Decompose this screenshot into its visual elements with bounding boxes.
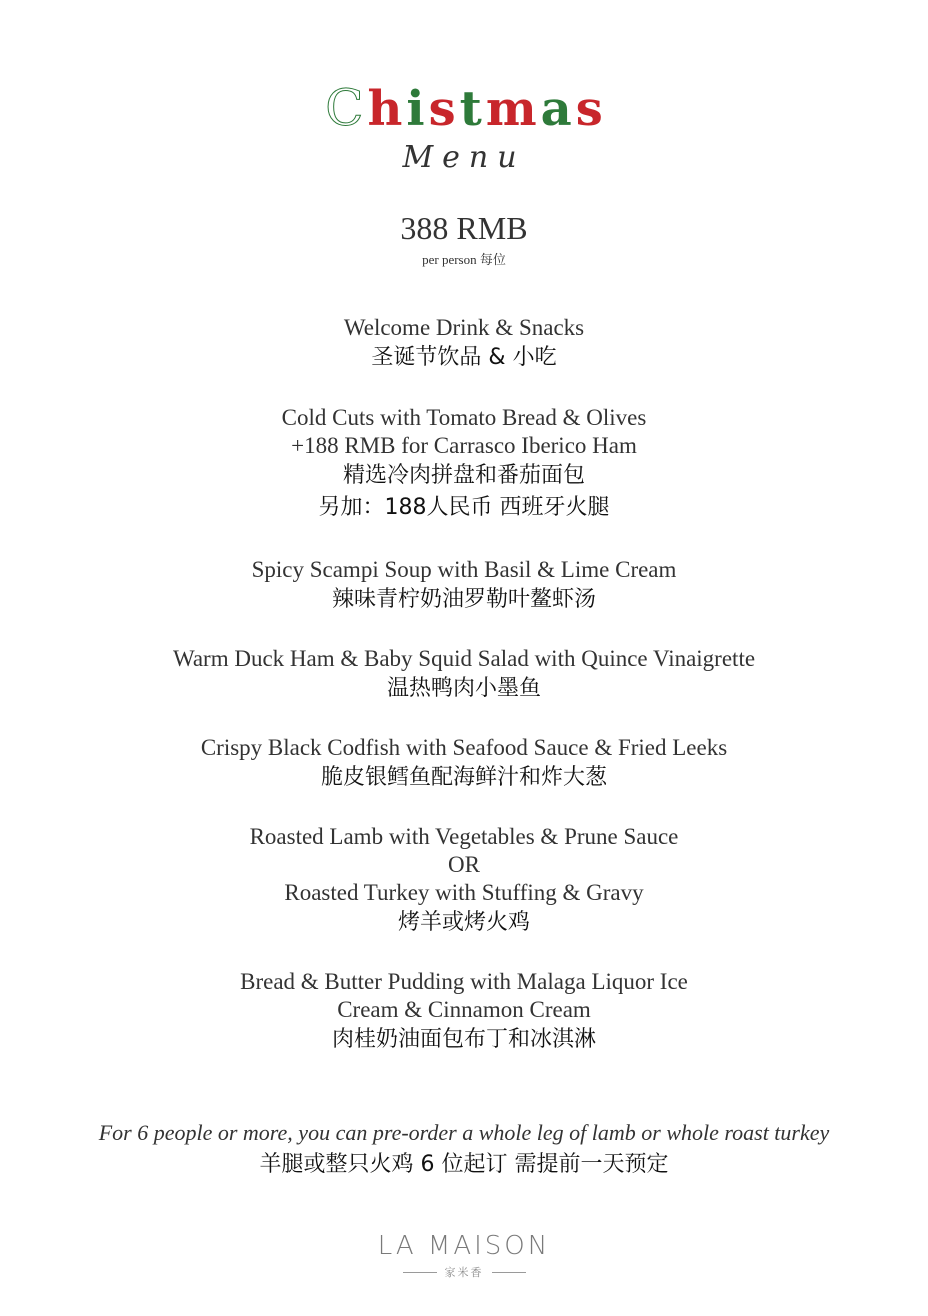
course-name-zh: 圣诞节饮品 & 小吃 [371,345,557,370]
course-name-en: +188 RMB for Carrasco Iberico Ham [291,433,637,458]
course-item [0,645,928,705]
logo-name: LA MAISON [377,1231,551,1261]
course-name-zh: 精选冷肉拼盘和番茄面包 [342,463,585,488]
price-note: per person 每位 [422,252,506,267]
course-name-en: Welcome Drink & Snacks [343,315,585,340]
course-name-zh: 另加：188人民币 西班牙火腿 [318,495,610,520]
menu-subtitle: Menu [402,140,526,175]
title-letter: i [406,81,425,137]
course-item [0,734,928,794]
course-item [0,314,928,374]
footer-note-zh: 羊腿或整只火鸡 6 位起订 需提前一天预定 [259,1152,669,1177]
course-item [0,556,928,616]
footer-note [0,1118,928,1182]
christmas-title [325,78,603,139]
course-name-zh: 烤羊或烤火鸡 [397,910,530,935]
course-name-en: Roasted Lamb with Vegetables & Prune Sauce [249,824,679,849]
logo-divider-right [492,1272,526,1273]
course-item [0,404,928,524]
title-letter: a [540,81,572,137]
restaurant-logo [0,1230,928,1280]
logo-chinese-name: 家米香 [444,1266,484,1279]
course-name-zh: 温热鸭肉小墨鱼 [386,676,541,701]
course-name-zh: 脆皮银鳕鱼配海鲜汁和炸大葱 [320,765,607,790]
logo-divider-left [403,1272,437,1273]
course-name-en: Cold Cuts with Tomato Bread & Olives [281,405,647,430]
course-name-en: Spicy Scampi Soup with Basil & Lime Cream [251,557,677,582]
title-letter: t [459,81,482,137]
course-name-zh: 辣味青柠奶油罗勒叶鳌虾汤 [331,587,596,612]
course-name-en: OR [448,852,480,877]
title-letter: m [485,81,537,137]
price-amount: 388 RMB [400,210,528,246]
course-name-en: Roasted Turkey with Stuffing & Gravy [284,880,644,905]
menu-title [0,78,928,138]
course-name-en: Crispy Black Codfish with Seafood Sauce & Fried Leeks [200,735,728,760]
course-name-zh: 肉桂奶油面包布丁和冰淇淋 [331,1027,596,1052]
title-letter: C [325,79,364,137]
footer-note-en: For 6 people or more, you can pre-order a whole leg of lamb or whole roast turkey [98,1120,830,1145]
course-name-en: Warm Duck Ham & Baby Squid Salad with Quince Vinaigrette [172,646,756,671]
title-letter: s [428,81,456,137]
title-letter: h [367,81,403,137]
course-item [0,823,928,939]
title-letter: s [575,81,603,137]
course-item [0,968,928,1056]
course-name-en: Bread & Butter Pudding with Malaga Liquor Ice [240,969,688,994]
course-name-en: Cream & Cinnamon Cream [337,997,591,1022]
logo-subline [0,1264,928,1280]
